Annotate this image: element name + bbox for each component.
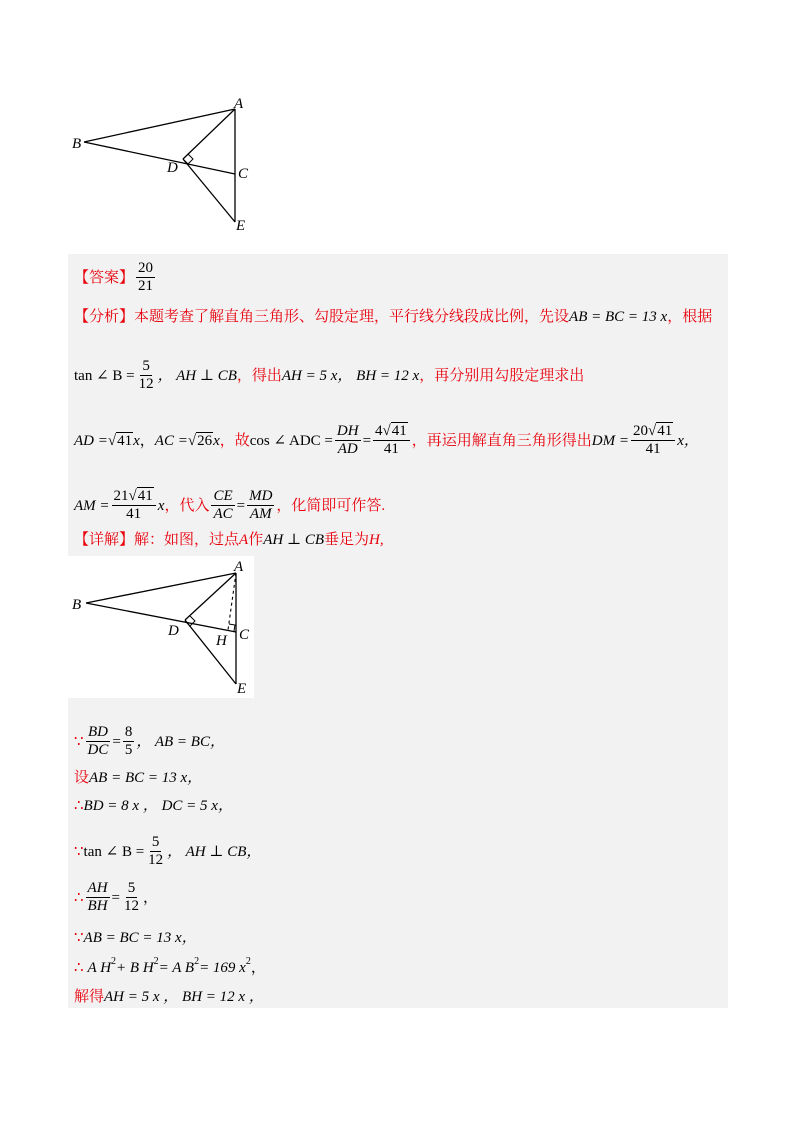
text-simplify: ，化简即可作答. <box>276 497 386 514</box>
sqrt-41d: 41 <box>137 488 153 504</box>
twelve-c: 12 <box>124 898 140 914</box>
comma: ， <box>143 889 159 906</box>
x-var: x <box>133 432 140 449</box>
twentyone: 21 <box>113 488 129 504</box>
frac-bd-dc <box>86 724 111 759</box>
analysis-line-2 <box>74 358 584 393</box>
ac: AC <box>213 506 233 522</box>
analysis-text: 本题考查了解直角三角形、勾股定理，平行线分线段成比例，先设 <box>134 309 570 325</box>
detail-text2: 作 <box>248 532 264 548</box>
label-b-2: B <box>72 597 82 613</box>
analysis-label: 【分析】 <box>74 309 135 325</box>
step-8 <box>74 987 264 1007</box>
ac-eq: AC = <box>154 432 188 449</box>
label-a: A <box>234 96 244 112</box>
step-2 <box>74 768 202 788</box>
ah-bh-values: AH = 5 x ， BH = 12 x ， <box>104 989 264 1005</box>
ab-bc-13x: AB = BC = 13 x， <box>89 770 203 786</box>
tan-b: tan ∠ B = <box>74 367 135 384</box>
ce: CE <box>213 488 233 504</box>
ab-eq-bc: ， AB = BC， <box>136 733 225 750</box>
four: 4 <box>375 423 383 439</box>
sqrt-26: 26 <box>197 432 213 449</box>
dh: DH <box>336 423 359 439</box>
text-get: ，得出 <box>236 367 282 384</box>
ah: AH <box>87 880 108 896</box>
dc: DC <box>87 742 109 758</box>
step-7 <box>74 958 266 978</box>
sep: ， <box>139 432 155 449</box>
sq-2: 2 <box>153 956 159 967</box>
frac-den: 12 <box>138 376 154 392</box>
frac-5-12-b <box>146 834 165 869</box>
therefore-1: ∴ <box>74 798 84 814</box>
therefore-3: ∴ <box>74 960 84 976</box>
label-h: H <box>216 633 227 649</box>
md: MD <box>249 488 273 504</box>
five-c: 5 <box>127 880 136 896</box>
x-tail: x， <box>677 432 699 449</box>
detail-text3: 垂足为 <box>324 532 370 548</box>
ad: AD <box>337 441 358 457</box>
den-41c: 41 <box>126 506 142 522</box>
eight: 8 <box>124 724 133 740</box>
frac-ah-bh <box>86 880 110 915</box>
detail-label: 【详解】 <box>74 532 135 548</box>
set-text: 设 <box>74 770 90 786</box>
x-var-3: x <box>157 497 165 514</box>
frac-21sqrt41: $\frac{21√41}{41}$ <box>112 488 156 523</box>
frac-md-am <box>247 488 274 523</box>
bd: BD <box>87 724 108 740</box>
comma-2: ， <box>250 960 266 976</box>
because-3: ∵ <box>74 930 84 946</box>
frac-5-12-c <box>122 880 141 915</box>
bh-12x: ， BH = 12 x <box>337 367 420 384</box>
analysis-line-1 <box>74 307 712 327</box>
five-b: 5 <box>151 834 160 850</box>
solve-text: 解得 <box>74 989 105 1005</box>
step-1 <box>74 724 225 759</box>
frac-ce-ac <box>211 488 234 523</box>
answer-label: 【答案】 <box>74 269 135 286</box>
eq-2: = <box>236 497 246 514</box>
label-a-2: A <box>234 559 244 575</box>
am-eq: AM = <box>74 497 110 514</box>
therefore-2: ∴ <box>74 889 84 906</box>
sqrt-41c: 41 <box>657 423 673 439</box>
bh: BH <box>87 898 108 914</box>
sq-3: 2 <box>194 956 200 967</box>
frac-dh-ad <box>335 423 361 458</box>
frac-4sqrt41: $\frac{4√41}{41}$ <box>373 423 410 458</box>
text-so: ，故 <box>219 432 250 449</box>
sq-4: 2 <box>245 956 251 967</box>
detail-text1: 解：如图，过点 <box>134 532 240 548</box>
point-a: A <box>239 532 249 548</box>
label-e: E <box>236 218 246 234</box>
bd-dc-values: BD = 8 x ， DC = 5 x， <box>83 798 233 814</box>
text-sub: ，代入 <box>164 497 210 514</box>
answer-fraction <box>136 260 155 295</box>
frac-8-5 <box>123 724 135 759</box>
detail-line <box>74 530 384 550</box>
dm-eq: DM = <box>591 432 629 449</box>
twenty: 20 <box>632 423 648 439</box>
rhs: = 169 x <box>199 960 246 976</box>
twelve-b: 12 <box>148 852 164 868</box>
ab-bc-13x-2: AB = BC = 13 x， <box>83 930 197 946</box>
because-1: ∵ <box>74 733 84 750</box>
detail-math: AH ⊥ CB <box>263 532 324 548</box>
frac-5-12 <box>137 358 156 393</box>
analysis-math: AB = BC = 13 x <box>569 309 668 325</box>
analysis-line-3: AD = √41 x ， AC = √26 x ，故 cos ∠ ADC = $\frac{DH}{AD}$ = $\frac{4√41}{41}$ ，再运用解直角三角形得出 DM = $\frac{20√41}{41}$ x， <box>74 423 699 457</box>
den-41b: 41 <box>645 441 661 457</box>
frac-num: 5 <box>142 358 150 374</box>
den-41: 41 <box>383 441 399 457</box>
step-5 <box>74 880 158 915</box>
label-c: C <box>238 166 249 182</box>
label-d-2: D <box>168 623 179 639</box>
text-then: ，再运用解直角三角形得出 <box>411 432 592 449</box>
ad-eq: AD = <box>74 432 108 449</box>
frac-20sqrt41: $\frac{20√41}{41}$ <box>631 423 675 458</box>
triangle-diagram-top <box>68 96 268 236</box>
point-h: H, <box>369 532 384 548</box>
five: 5 <box>124 742 133 758</box>
eq-4: = <box>111 889 121 906</box>
eq-3: = <box>112 733 121 750</box>
x-var-2: x <box>213 432 220 449</box>
label-d: D <box>167 160 178 176</box>
analysis-line-4 <box>74 488 385 523</box>
eq: = <box>362 432 372 449</box>
answer-den: 21 <box>138 278 154 294</box>
cos-adc: cos ∠ ADC = <box>249 432 333 449</box>
sq-1: 2 <box>111 956 117 967</box>
tan-b-2: tan ∠ B = <box>83 843 145 860</box>
am: AM <box>249 506 272 522</box>
text-pythag: ，再分别用勾股定理求出 <box>419 367 585 384</box>
step-6 <box>74 928 197 948</box>
label-e-2: E <box>237 681 247 697</box>
because-2: ∵ <box>74 843 84 860</box>
analysis-tail: ，根据 <box>667 309 713 325</box>
answer-num: 20 <box>138 260 154 276</box>
step-3 <box>74 796 233 816</box>
ah-perp-cb: ， AH ⊥ CB <box>157 367 237 384</box>
triangle-diagram-with-h <box>68 556 254 698</box>
label-b: B <box>72 136 82 152</box>
ah-sq: A H <box>87 960 112 976</box>
sqrt-41: 41 <box>117 432 133 449</box>
label-c-2: C <box>239 627 250 643</box>
sqrt-41b: 41 <box>391 423 407 439</box>
plus-bh: + B H <box>116 960 154 976</box>
step-4 <box>74 834 261 869</box>
ah-5x: AH = 5 x <box>281 367 338 384</box>
ah-perp-cb-2: ， AH ⊥ CB， <box>167 843 262 860</box>
eq-ab: = A B <box>158 960 195 976</box>
answer-line <box>74 260 157 295</box>
